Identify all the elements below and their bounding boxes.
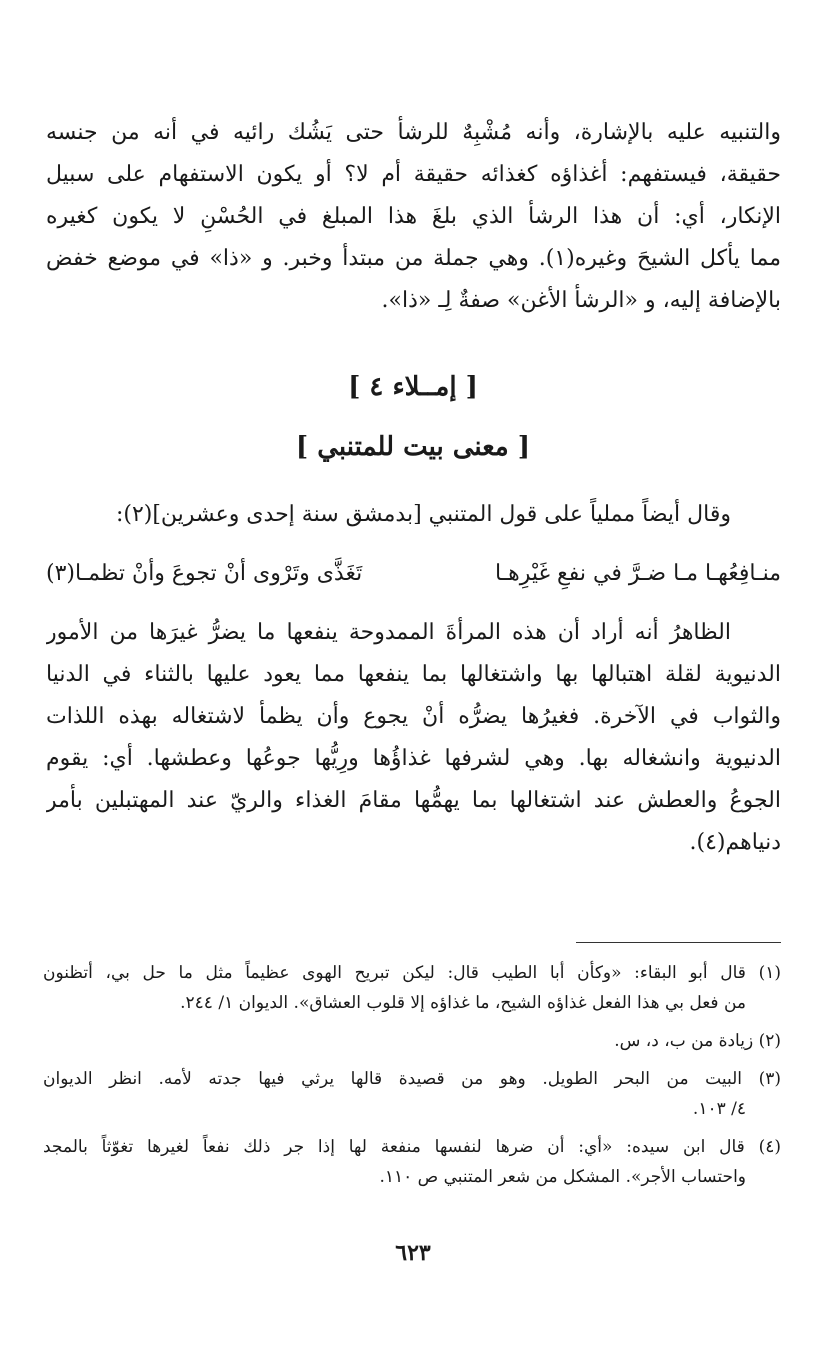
footnote-line: (١) قال أبو البقاء: «وكأن أبا الطيب قال: ليكن تبريح الهوى عظيماً مثل ما حل بي، أتظنون [43, 963, 781, 983]
text-line: والتنبيه عليه بالإشارة، وأنه مُشْبِهٌ للرشأ حتى يَشُك رائيه في أنه من جنسه [46, 120, 781, 145]
text-line: الدنيوية وانشغاله بها. وهي لشرفها غذاؤُها ورِيُّها جوعُها وعطشها. أي: يقوم [46, 746, 781, 771]
dictation-heading: [ إمــلاء ٤ ] [348, 372, 478, 402]
verse-first-hemistich: منـافِعُهـا مـا ضـرَّ في نفعِ غَيْرِهـا [495, 561, 781, 586]
text-line: حقيقة، فيستفهم: أغذاؤه كغذائه حقيقة أم لا؟ أو يكون الاستفهام على سبيل [46, 162, 781, 187]
footnote-3 [43, 1064, 781, 1124]
footnote-line: من فعل بي هذا الفعل غذاؤه الشيح، ما غذاؤه إلا قلوب العشاق». الديوان ١/ ٢٤٤. [180, 993, 746, 1013]
intro-paragraph [46, 494, 781, 536]
footnote-line: (٢) زيادة من ب، د، س. [614, 1031, 781, 1051]
text-line: الدنيوية لقلة اهتبالها بها واشتغالها بما ينفعها مما يعود عليها بالثناء في الدنيا [46, 662, 781, 687]
footnote-2 [43, 1026, 781, 1056]
text-line: مما يأكل الشيحَ وغيره(١). وهي جملة من مبتدأ وخبر. و «ذا» في موضع خفض [46, 246, 781, 271]
text-line: الظاهرُ أنه أراد أن هذه المرأةَ الممدوحة ينفعها ما يضرُّ غيرَها من الأمور [46, 620, 731, 645]
footnote-line: ٤/ ١٠٣. [692, 1099, 746, 1119]
text-line: بالإضافة إليه، و «الرشأ الأغن» صفةٌ لِـ «ذا». [381, 288, 781, 313]
commentary-paragraph [46, 612, 781, 864]
text-line: الجوعُ والعطش عند اشتغالها بما يهمُّها مقامَ الغذاء والريّ عند المهتبلين بأمر [46, 788, 781, 813]
footnote-divider [576, 942, 781, 943]
intro-line: وقال أيضاً مملياً على قول المتنبي [بدمشق سنة إحدى وعشرين](٢): [115, 502, 731, 527]
section-title: [ معنى بيت للمتنبي ] [295, 432, 531, 462]
top-paragraph [46, 112, 781, 322]
footnote-line: (٤) قال ابن سيده: «أي: أن ضرها لنفسها منفعة لها إذا جر ذلك نفعاً لغيرها تغوّثاً بالمجد [43, 1137, 781, 1157]
text-line: والثواب في الآخرة. فغيرُها يضرُّه أنْ يجوع وأن يظمأ لاشتغاله بهذه اللذات [46, 704, 781, 729]
footnote-1 [43, 958, 781, 1018]
text-line: دنياهم(٤). [689, 830, 781, 855]
verse-second-hemistich: تَغَذَّى وتَرْوى أنْ تجوعَ وأنْ تظمـا(٣) [46, 561, 363, 586]
footnote-4 [43, 1132, 781, 1192]
text-line: الإنكار، أي: أن هذا الرشأ الذي بلغَ هذا المبلغ في الحُسْنِ لا يكون كغيره [46, 204, 781, 229]
page-number: ٦٢٣ [395, 1240, 431, 1266]
footnote-line: واحتساب الأجر». المشكل من شعر المتنبي ص ١١٠. [379, 1167, 746, 1187]
poem-verse [46, 553, 781, 595]
footnote-line: (٣) البيت من البحر الطويل. وهو من قصيدة قالها يرثي فيها جدته لأمه. انظر الديوان [43, 1069, 781, 1089]
